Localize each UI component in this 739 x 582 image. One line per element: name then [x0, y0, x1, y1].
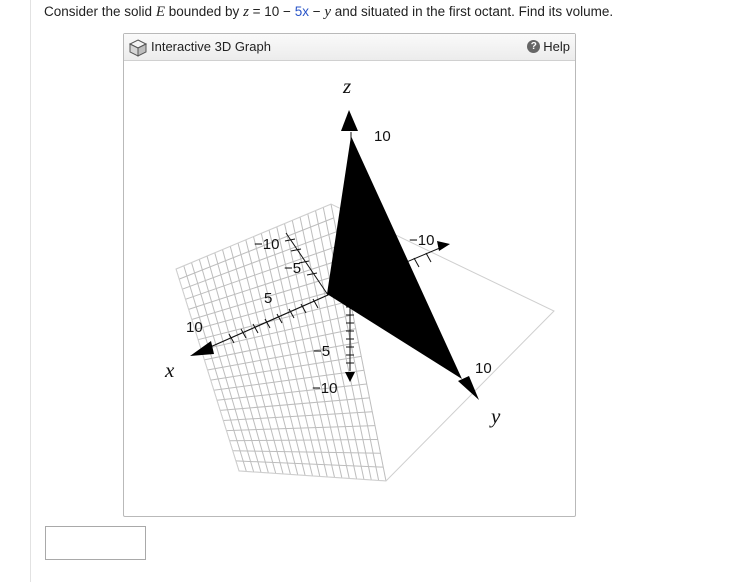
y-axis-label: y: [491, 404, 501, 428]
z-axis-arrow: [341, 110, 358, 131]
x-axis-arrow: [190, 341, 214, 356]
panel-header: [124, 34, 575, 61]
tick-x-10: 10: [186, 319, 203, 336]
tick-x-5: 5: [264, 290, 273, 307]
tick-neg10-right: −10: [409, 232, 435, 249]
help-button[interactable]: [527, 39, 570, 54]
help-icon: ?: [527, 40, 540, 53]
tick-z-10: 10: [374, 128, 391, 145]
z-axis-label: z: [343, 74, 352, 98]
z-axis-negative-arrow: [345, 372, 355, 382]
help-label: Help: [543, 39, 570, 54]
y-axis-arrow: [458, 376, 479, 400]
tick-neg10-left: −10: [254, 236, 280, 253]
tick-y-10: 10: [475, 360, 492, 377]
3d-graph-canvas[interactable]: [124, 61, 575, 516]
tick-neg5-left: −5: [284, 260, 302, 277]
question-text: Consider the solid E bounded by z = 10 − 5x − y and situated in the first octant. Find its volume.: [44, 4, 614, 20]
cube-icon: [128, 38, 148, 58]
interactive-graph-panel: [123, 33, 576, 517]
tick-neg10-bottom: −10: [312, 380, 338, 397]
y-axis-negative-arrow: [437, 241, 450, 251]
answer-input[interactable]: [45, 526, 146, 560]
panel-title: Interactive 3D Graph: [151, 39, 271, 54]
x-axis-label: x: [165, 358, 175, 382]
left-divider: [30, 0, 31, 582]
tick-neg5-mid: −5: [313, 343, 331, 360]
